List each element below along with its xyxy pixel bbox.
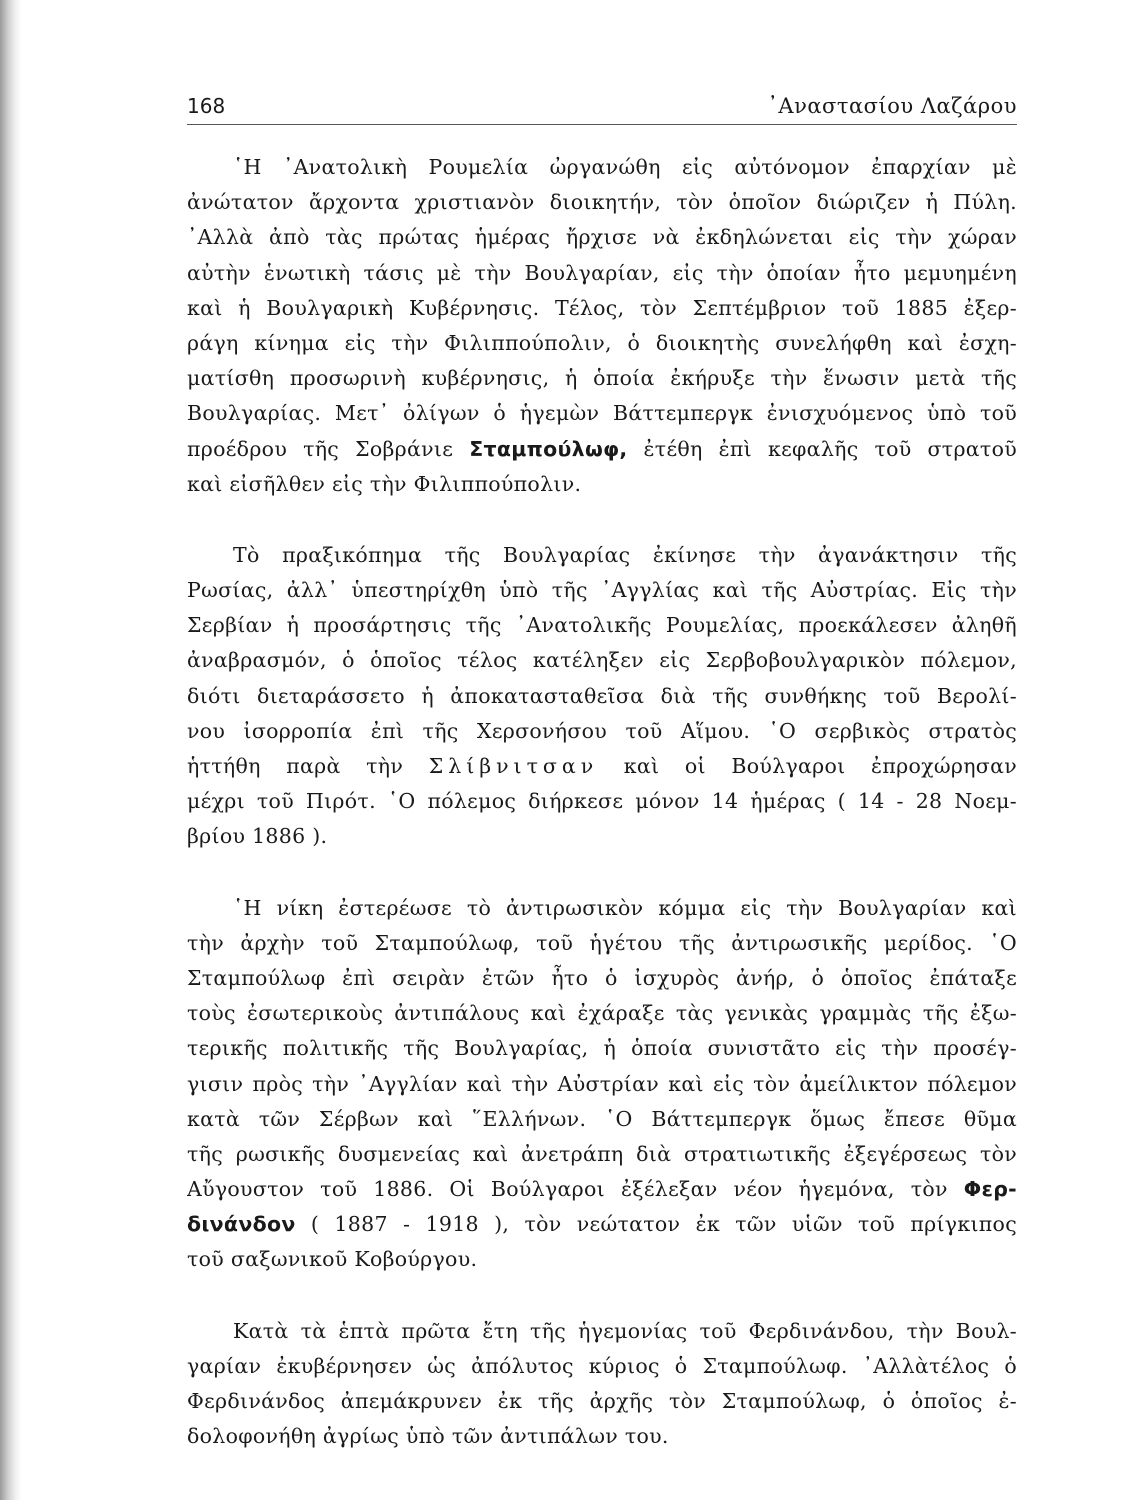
page-edge-shadow (0, 0, 22, 1500)
text-line: αὐτὴν ἑνωτικὴ τάσις μὲ τὴν Βουλγαρίαν, εἰς τὴν ὁποίαν ἦτο μεμυημένη (187, 260, 1017, 285)
paragraph-2 (187, 538, 1017, 855)
text-line: Βουλγαρίας. Μετ᾿ ὀλίγων ὁ ἡγεμὼν Βάττεμπεργκ ἐνισχυόμενος ὑπὸ τοῦ (187, 401, 1017, 426)
text-line: ῾Η νίκη ἐστερέωσε τὸ ἀντιρωσικὸν κόμμα εἰς τὴν Βουλγαρίαν καὶ (233, 895, 1017, 920)
text-line: καὶ ἡ Βουλγαρικὴ Κυβέρνησις. Τέλος, τὸν Σεπτέμβριον τοῦ 1885 ἐξερ- (187, 295, 1017, 320)
text-line: διότι διεταράσσετο ἡ ἀποκατασταθεῖσα διὰ τῆς συνθήκης τοῦ Βερολί- (187, 683, 1017, 708)
paragraph-gap (187, 1278, 1017, 1314)
text-segment: ( 1887 - 1918 ), τὸν νεώτατον ἐκ τῶν υἱῶν τοῦ πρίγκιπος (310, 1212, 1017, 1237)
text-line: γισιν πρὸς τὴν ᾿Αγγλίαν καὶ τὴν Αὐστρίαν καὶ εἰς τὸν ἀμείλικτον πόλεμον (187, 1071, 1017, 1096)
text-line (187, 432, 1017, 467)
paragraph-3 (187, 891, 1017, 1278)
text-line: Ρωσίας, ἀλλ᾿ ὑπεστηρίχθη ὑπὸ τῆς ᾿Αγγλίας καὶ τῆς Αὐστρίας. Εἰς τὴν (187, 578, 1017, 603)
text-line: τῆς ρωσικῆς δυσμενείας καὶ ἀνετράπη διὰ στρατιωτικῆς ἐξεγέρσεως τὸν (187, 1141, 1017, 1166)
text-segment: ἐτέθη ἐπὶ κεφαλῆς τοῦ στρατοῦ (643, 436, 1017, 461)
paragraph-1 (187, 150, 1017, 502)
text-segment: καὶ οἱ Βούλγαροι ἐπροχώρησαν (623, 754, 1017, 778)
text-line: βρίου 1886 ). (187, 824, 328, 849)
text-line: Κατὰ τὰ ἑπτὰ πρῶτα ἔτη τῆς ἡγεμονίας τοῦ Φερδινάνδου, τὴν Βουλ- (233, 1318, 1017, 1343)
running-head (187, 94, 1017, 124)
paragraph-gap (187, 855, 1017, 891)
text-line: νου ἰσορροπία ἐπὶ τῆς Χερσονήσου τοῦ Αἵμου. ῾Ο σερβικὸς στρατὸς (187, 718, 1017, 743)
text-line: τοὺς ἐσωτερικοὺς ἀντιπάλους καὶ ἐχάραξε τὰς γενικὰς γραμμὰς τῆς ἐξω- (187, 1001, 1017, 1026)
text-line: Σερβίαν ἡ προσάρτησις τῆς ᾿Ανατολικῆς Ρουμελίας, προεκάλεσεν ἀληθῆ (187, 613, 1017, 638)
text-line: ματίσθη προσωρινὴ κυβέρνησις, ἡ ὁποία ἐκήρυξε τὴν ἕνωσιν μετὰ τῆς (187, 366, 1017, 391)
bold-name-ferdinand-part1: Φερ- (963, 1177, 1017, 1202)
text-line: γαρίαν ἐκυβέρνησεν ὡς ἀπόλυτος κύριος ὁ Σταμπούλωφ. ᾿Αλλὰτέλος ὁ (187, 1353, 1017, 1378)
text-line: μέχρι τοῦ Πιρότ. ῾Ο πόλεμος διήρκεσε μόνον 14 ἡμέρας ( 14 - 28 Νοεμ- (187, 789, 1017, 814)
text-line: ῾Η ᾿Ανατολικὴ Ρουμελία ὠργανώθη εἰς αὐτόνομον ἐπαρχίαν μὲ (233, 155, 1017, 179)
text-line: τερικῆς πολιτικῆς τῆς Βουλγαρίας, ἡ ὁποία συνιστᾶτο εἰς τὴν προσέγ- (187, 1036, 1017, 1061)
text-line (187, 749, 1017, 784)
bold-name-ferdinand-part2: δινάνδον (187, 1212, 296, 1237)
text-line: ράγη κίνημα εἰς τὴν Φιλιππούπολιν, ὁ διοικητὴς συνελήφθη καὶ ἐσχη- (187, 330, 1017, 355)
text-line: κατὰ τῶν Σέρβων καὶ ῞Ελλήνων. ῾Ο Βάττεμπεργκ ὅμως ἔπεσε θῦμα (187, 1106, 1017, 1131)
text-line: τοῦ σαξωνικοῦ Κοβούργου. (187, 1247, 478, 1272)
text-line (187, 1207, 1017, 1242)
page-number: 168 (187, 94, 226, 118)
text-segment: προέδρου τῆς Σοβράνιε (187, 436, 454, 461)
text-line: δολοφονήθη ἀγρίως ὑπὸ τῶν ἀντιπάλων του. (187, 1424, 669, 1449)
text-segment: Αὔγουστον τοῦ 1886. Οἱ Βούλγαροι ἐξέλεξαν νέον ἡγεμόνα, τὸν (187, 1177, 948, 1202)
text-line: Σταμπούλωφ ἐπὶ σειρὰν ἐτῶν ἦτο ὁ ἰσχυρὸς ἀνήρ, ὁ ὁποῖος ἐπάταξε (187, 965, 1017, 990)
text-line: τὴν ἀρχὴν τοῦ Σταμπούλωφ, τοῦ ἡγέτου τῆς ἀντιρωσικῆς μερίδος. ῾Ο (187, 930, 1017, 955)
text-line: καὶ εἰσῆλθεν εἰς τὴν Φιλιππούπολιν. (187, 471, 582, 496)
text-line (187, 1172, 1017, 1207)
paragraph-4 (187, 1314, 1017, 1455)
bold-name-stamboulov: Σταμπούλωφ, (469, 436, 628, 461)
header-rule (187, 124, 1017, 125)
body-text (187, 150, 1017, 1454)
text-line: ᾿Αλλὰ ἀπὸ τὰς πρώτας ἡμέρας ἤρχισε νὰ ἐκδηλώνεται εἰς τὴν χώραν (187, 225, 1017, 250)
paragraph-gap (187, 502, 1017, 538)
text-line: Φερδινάνδος ἀπεμάκρυνεν ἐκ τῆς ἀρχῆς τὸν Σταμπούλωφ, ὁ ὁποῖος ἐ- (187, 1389, 1017, 1413)
spaced-name-slivnitsa: Σλίβνιτσαν (428, 754, 599, 778)
running-head-author: ᾿Αναστασίου Λαζάρου (767, 94, 1017, 118)
text-line: ἀναβρασμόν, ὁ ὁποῖος τέλος κατέληξεν εἰς Σερβοβουλγαρικὸν πόλεμον, (187, 648, 1017, 673)
text-segment: ἡττήθη παρὰ τὴν (187, 754, 404, 778)
text-line: ἀνώτατον ἄρχοντα χριστιανὸν διοικητήν, τὸν ὁποῖον διώριζεν ἡ Πύλη. (187, 190, 1017, 215)
text-line: Τὸ πραξικόπημα τῆς Βουλγαρίας ἐκίνησε τὴν ἀγανάκτησιν τῆς (233, 542, 1017, 567)
